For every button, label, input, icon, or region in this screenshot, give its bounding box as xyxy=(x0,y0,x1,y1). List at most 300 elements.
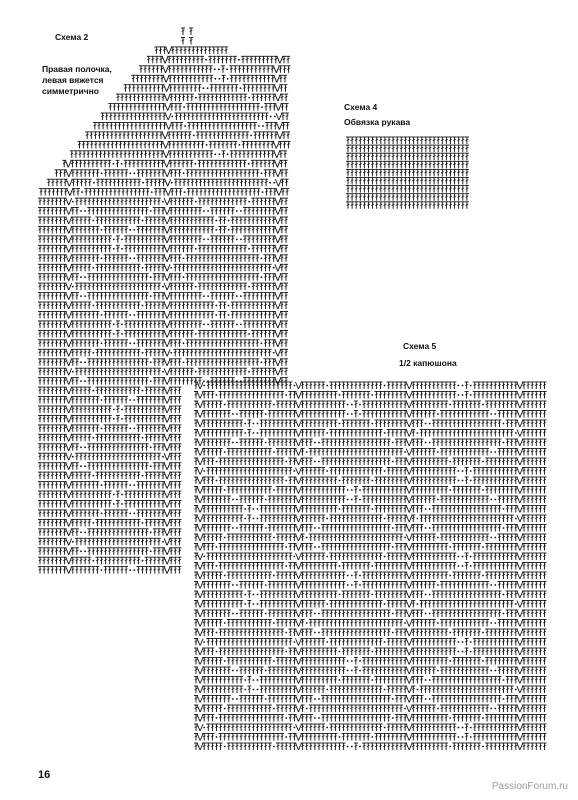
stitch-symbol xyxy=(147,56,151,63)
stitch-symbol xyxy=(270,56,274,63)
stitch-symbol xyxy=(205,75,209,82)
stitch-symbol xyxy=(219,104,223,111)
stitch-symbol xyxy=(124,160,128,167)
stitch-symbol xyxy=(192,66,196,73)
chain-symbol xyxy=(238,59,240,61)
stitch-symbol xyxy=(144,85,148,92)
stitch-symbol xyxy=(246,75,250,82)
stitch-symbol xyxy=(216,132,220,139)
stitch-symbol xyxy=(114,141,118,148)
v-stitch-symbol xyxy=(162,56,168,63)
stitch-symbol xyxy=(191,123,195,130)
stitch-symbol xyxy=(126,123,130,130)
v-stitch-symbol xyxy=(65,160,71,167)
stitch-symbol xyxy=(240,104,244,111)
stitch-symbol xyxy=(256,104,260,111)
stitch-symbol xyxy=(180,56,184,63)
v-stitch-symbol xyxy=(275,104,281,111)
stitch-symbol xyxy=(157,94,161,101)
stitch-symbol xyxy=(221,66,225,73)
schema2-title: Схема 2 xyxy=(55,32,88,43)
stitch-symbol xyxy=(147,66,151,73)
stitch-symbol xyxy=(181,151,185,158)
stitch-symbol xyxy=(260,94,264,101)
stitch-symbol xyxy=(193,151,197,158)
stitch-symbol xyxy=(108,104,112,111)
stitch-symbol xyxy=(152,151,156,158)
stitch-symbol xyxy=(245,56,249,63)
stitch-symbol xyxy=(196,66,200,73)
stitch-symbol xyxy=(255,160,259,167)
stitch-symbol xyxy=(203,104,207,111)
v-stitch-symbol xyxy=(166,123,172,130)
chain-symbol xyxy=(258,125,260,127)
stitch-symbol xyxy=(94,141,98,148)
stitch-symbol xyxy=(133,104,137,111)
stitch-symbol xyxy=(284,85,288,92)
stitch-symbol xyxy=(249,56,253,63)
stitch-symbol xyxy=(286,56,290,63)
stitch-symbol xyxy=(267,75,271,82)
stitch-symbol xyxy=(200,56,204,63)
stitch-symbol xyxy=(129,104,133,111)
stitch-symbol xyxy=(222,151,226,158)
stitch-symbol xyxy=(224,47,228,54)
stitch-symbol xyxy=(246,151,250,158)
stitch-symbol xyxy=(143,141,147,148)
stitch-symbol xyxy=(114,132,118,139)
stitch-symbol xyxy=(286,132,290,139)
stitch-symbol xyxy=(139,132,143,139)
stitch-symbol xyxy=(195,123,199,130)
stitch-symbol xyxy=(187,47,191,54)
stitch-symbol xyxy=(178,104,182,111)
stitch-symbol xyxy=(229,132,233,139)
stitch-symbol xyxy=(131,75,135,82)
v-stitch-symbol xyxy=(277,132,283,139)
stitch-symbol xyxy=(149,94,153,101)
chain-symbol xyxy=(171,116,173,118)
stitch-symbol xyxy=(102,132,106,139)
stitch-symbol xyxy=(220,123,224,130)
stitch-symbol xyxy=(193,85,197,92)
chain-symbol xyxy=(248,97,250,99)
stitch-symbol xyxy=(207,104,211,111)
stitch-symbol xyxy=(230,160,234,167)
stitch-symbol xyxy=(218,160,222,167)
stitch-symbol xyxy=(243,85,247,92)
stitch-symbol xyxy=(285,104,289,111)
stitch-symbol xyxy=(99,151,103,158)
stitch-symbol xyxy=(191,113,195,120)
stitch-symbol xyxy=(94,151,98,158)
stitch-symbol xyxy=(144,160,148,167)
v-stitch-symbol xyxy=(162,132,168,139)
stitch-symbol xyxy=(242,66,246,73)
v-stitch-symbol xyxy=(274,160,280,167)
stitch-symbol xyxy=(242,75,246,82)
schema2-caption-line1: Правая полочка, xyxy=(42,64,112,75)
stitch-symbol xyxy=(187,113,191,120)
stitch-symbol xyxy=(267,85,271,92)
stitch-symbol xyxy=(190,104,194,111)
v-stitch-symbol xyxy=(164,85,170,92)
stitch-symbol xyxy=(261,113,265,120)
stitch-symbol xyxy=(229,56,233,63)
stitch-symbol xyxy=(155,141,159,148)
stitch-symbol xyxy=(75,170,79,177)
stitch-symbol xyxy=(98,141,102,148)
stitch-symbol xyxy=(150,113,154,120)
stitch-symbol xyxy=(200,47,204,54)
stitch-symbol xyxy=(172,75,176,82)
stitch-symbol xyxy=(266,56,270,63)
stitch-symbol xyxy=(283,66,287,73)
stitch-symbol xyxy=(222,75,226,82)
stitch-symbol xyxy=(137,94,141,101)
stitch-symbol xyxy=(79,160,83,167)
stitch-symbol xyxy=(97,123,101,130)
stitch-symbol xyxy=(270,132,274,139)
stitch-symbol xyxy=(283,141,287,148)
v-stitch-symbol xyxy=(166,47,172,54)
stitch-symbol xyxy=(246,66,250,73)
stitch-symbol xyxy=(191,47,195,54)
stitch-symbol xyxy=(188,141,192,148)
stitch-symbol xyxy=(230,151,234,158)
v-stitch-symbol xyxy=(273,66,279,73)
stitch-symbol xyxy=(151,66,155,73)
v-stitch-symbol xyxy=(274,151,280,158)
stitch-symbol xyxy=(125,113,129,120)
stitch-symbol xyxy=(135,151,139,158)
stitch-symbol xyxy=(173,160,177,167)
stitch-symbol xyxy=(130,123,134,130)
stitch-symbol xyxy=(133,113,137,120)
chain-symbol xyxy=(214,68,216,70)
stitch-symbol xyxy=(199,113,203,120)
v-stitch-symbol xyxy=(274,85,280,92)
v-stitch-symbol xyxy=(165,113,171,120)
stitch-symbol xyxy=(269,123,273,130)
stitch-symbol xyxy=(266,132,270,139)
stitch-symbol xyxy=(123,151,127,158)
v-stitch-symbol xyxy=(276,123,282,130)
stitch-symbol xyxy=(174,104,178,111)
chain-symbol xyxy=(219,153,221,155)
stitch-symbol xyxy=(244,113,248,120)
stitch-symbol xyxy=(195,47,199,54)
chain-symbol xyxy=(203,87,205,89)
stitch-symbol xyxy=(126,132,130,139)
stitch-symbol xyxy=(132,160,136,167)
stitch-symbol xyxy=(195,113,199,120)
stitch-symbol xyxy=(113,123,117,130)
stitch-symbol xyxy=(229,141,233,148)
stitch-symbol xyxy=(90,141,94,148)
stitch-symbol xyxy=(225,132,229,139)
stitch-symbol xyxy=(180,66,184,73)
stitch-symbol xyxy=(179,47,183,54)
stitch-symbol xyxy=(139,141,143,148)
stitch-symbol xyxy=(284,160,288,167)
stitch-symbol xyxy=(173,94,177,101)
stitch-symbol xyxy=(214,85,218,92)
stitch-symbol xyxy=(268,94,272,101)
stitch-symbol xyxy=(189,151,193,158)
stitch-symbol xyxy=(208,132,212,139)
stitch-symbol xyxy=(138,113,142,120)
stitch-symbol xyxy=(259,85,263,92)
stitch-symbol xyxy=(235,94,239,101)
chain-symbol xyxy=(250,135,252,137)
stitch-symbol xyxy=(124,85,128,92)
chain-symbol xyxy=(195,97,197,99)
stitch-symbol xyxy=(262,132,266,139)
stitch-symbol xyxy=(222,85,226,92)
stitch-symbol xyxy=(203,113,207,120)
stitch-symbol xyxy=(209,75,213,82)
stitch-symbol xyxy=(221,56,225,63)
stitch-symbol xyxy=(251,85,255,92)
chain-symbol xyxy=(274,116,276,118)
stitch-symbol xyxy=(211,104,215,111)
stitch-symbol xyxy=(256,113,260,120)
stitch-symbol xyxy=(134,123,138,130)
stitch-symbol xyxy=(127,151,131,158)
stitch-symbol xyxy=(204,47,208,54)
stitch-symbol xyxy=(240,113,244,120)
stitch-symbol xyxy=(284,94,288,101)
stitch-symbol xyxy=(200,123,204,130)
stitch-symbol xyxy=(206,160,210,167)
stitch-symbol xyxy=(110,141,114,148)
stitch-symbol xyxy=(253,56,257,63)
stitch-symbol xyxy=(106,141,110,148)
stitch-symbol xyxy=(225,141,229,148)
stitch-symbol xyxy=(184,66,188,73)
stitch-symbol xyxy=(132,85,136,92)
v-stitch-symbol xyxy=(164,160,170,167)
stitch-symbol xyxy=(220,47,224,54)
stitch-symbol xyxy=(179,113,183,120)
stitch-symbol xyxy=(243,160,247,167)
stitch-symbol xyxy=(184,141,188,148)
stitch-symbol xyxy=(118,123,122,130)
stitch-symbol xyxy=(266,141,270,148)
stitch-symbol xyxy=(238,151,242,158)
stitch-symbol xyxy=(190,94,194,101)
stitch-symbol xyxy=(121,104,125,111)
stitch-symbol xyxy=(283,75,287,82)
stitch-symbol xyxy=(201,75,205,82)
stitch-symbol xyxy=(201,141,205,148)
stitch-symbol xyxy=(156,75,160,82)
stitch-symbol xyxy=(188,132,192,139)
schema2-chart xyxy=(38,28,291,574)
stitch-symbol xyxy=(235,104,239,111)
stitch-symbol xyxy=(142,123,146,130)
stitch-symbol xyxy=(122,123,126,130)
stitch-symbol xyxy=(205,151,209,158)
stitch-symbol xyxy=(89,132,93,139)
stitch-symbol xyxy=(156,85,160,92)
stitch-symbol xyxy=(153,94,157,101)
stitch-symbol xyxy=(251,94,255,101)
stitch-symbol xyxy=(224,123,228,130)
stitch-symbol xyxy=(183,113,187,120)
stitch-symbol xyxy=(215,113,219,120)
stitch-symbol xyxy=(283,151,287,158)
stitch-symbol xyxy=(237,66,241,73)
v-stitch-symbol xyxy=(274,75,280,82)
chain-symbol xyxy=(226,68,228,70)
stitch-symbol xyxy=(264,94,268,101)
stitch-symbol xyxy=(83,170,87,177)
stitch-symbol xyxy=(209,66,213,73)
stitch-symbol xyxy=(210,85,214,92)
chain-symbol xyxy=(121,163,123,165)
stitch-symbol xyxy=(103,151,107,158)
stitch-symbol xyxy=(248,113,252,120)
stitch-symbol xyxy=(197,75,201,82)
chain-symbol xyxy=(240,87,242,89)
schema2-caption-line3: симметрично xyxy=(42,86,99,97)
stitch-symbol xyxy=(171,56,175,63)
stitch-symbol xyxy=(118,132,122,139)
stitch-symbol xyxy=(228,123,232,130)
stitch-symbol xyxy=(253,132,257,139)
stitch-symbol xyxy=(128,160,132,167)
stitch-symbol xyxy=(188,66,192,73)
stitch-symbol xyxy=(210,160,214,167)
stitch-symbol xyxy=(137,104,141,111)
stitch-symbol xyxy=(140,160,144,167)
stitch-symbol xyxy=(219,94,223,101)
page-number: 16 xyxy=(38,769,50,781)
stitch-symbol xyxy=(228,113,232,120)
stitch-symbol xyxy=(93,123,97,130)
stitch-symbol xyxy=(154,113,158,120)
stitch-symbol xyxy=(116,160,120,167)
stitch-symbol xyxy=(59,170,63,177)
chain-symbol xyxy=(248,163,250,165)
stitch-symbol xyxy=(155,132,159,139)
stitch-symbol xyxy=(172,151,176,158)
stitch-symbol xyxy=(285,113,289,120)
stitch-symbol xyxy=(245,123,249,130)
stitch-symbol xyxy=(116,94,120,101)
stitch-symbol xyxy=(217,141,221,148)
stitch-symbol xyxy=(230,85,234,92)
stitch-symbol xyxy=(234,85,238,92)
stitch-symbol xyxy=(200,132,204,139)
stitch-symbol xyxy=(148,85,152,92)
stitch-symbol xyxy=(236,113,240,120)
stitch-symbol xyxy=(265,113,269,120)
stitch-symbol xyxy=(86,151,90,158)
stitch-symbol xyxy=(141,104,145,111)
stitch-symbol xyxy=(178,94,182,101)
stitch-symbol xyxy=(179,123,183,130)
stitch-symbol xyxy=(220,113,224,120)
stitch-symbol xyxy=(135,141,139,148)
stitch-symbol xyxy=(158,104,162,111)
chain-symbol xyxy=(195,163,197,165)
stitch-symbol xyxy=(145,94,149,101)
stitch-symbol xyxy=(124,94,128,101)
chain-symbol xyxy=(184,125,186,127)
stitch-symbol xyxy=(111,151,115,158)
stitch-symbol xyxy=(229,66,233,73)
stitch-symbol xyxy=(234,151,238,158)
stitch-symbol xyxy=(223,104,227,111)
v-stitch-symbol xyxy=(163,151,169,158)
stitch-symbol xyxy=(152,85,156,92)
v-stitch-symbol xyxy=(164,94,170,101)
stitch-symbol xyxy=(175,123,179,130)
stitch-symbol xyxy=(107,151,111,158)
stitch-symbol xyxy=(79,170,83,177)
stitch-symbol xyxy=(210,94,214,101)
stitch-symbol xyxy=(151,132,155,139)
stitch-symbol xyxy=(185,151,189,158)
stitch-symbol xyxy=(146,123,150,130)
stitch-symbol xyxy=(265,123,269,130)
stitch-symbol xyxy=(78,151,82,158)
stitch-symbol xyxy=(189,85,193,92)
stitch-symbol xyxy=(181,85,185,92)
stitch-symbol xyxy=(233,141,237,148)
stitch-symbol xyxy=(70,151,74,158)
stitch-symbol xyxy=(140,151,144,158)
stitch-symbol xyxy=(128,85,132,92)
stitch-symbol xyxy=(246,141,250,148)
stitch-symbol xyxy=(157,160,161,167)
stitch-symbol xyxy=(115,151,119,158)
stitch-symbol xyxy=(147,132,151,139)
stitch-symbol xyxy=(252,113,256,120)
stitch-symbol xyxy=(143,66,147,73)
stitch-symbol xyxy=(186,94,190,101)
stitch-symbol xyxy=(176,75,180,82)
stitch-symbol xyxy=(83,160,87,167)
stitch-symbol xyxy=(267,160,271,167)
stitch-symbol xyxy=(186,104,190,111)
stitch-symbol xyxy=(117,104,121,111)
stitch-symbol xyxy=(175,132,179,139)
stitch-symbol xyxy=(250,66,254,73)
stitch-symbol xyxy=(110,132,114,139)
stitch-symbol xyxy=(74,151,78,158)
stitch-symbol xyxy=(253,123,257,130)
stitch-symbol xyxy=(150,123,154,130)
stitch-symbol xyxy=(103,160,107,167)
stitch-symbol xyxy=(205,66,209,73)
chain-symbol xyxy=(183,106,185,108)
stitch-symbol xyxy=(255,85,259,92)
stitch-symbol xyxy=(231,94,235,101)
stitch-symbol xyxy=(176,66,180,73)
stitch-symbol xyxy=(286,123,290,130)
stitch-symbol xyxy=(142,113,146,120)
stitch-symbol xyxy=(189,28,193,35)
stitch-symbol xyxy=(105,123,109,130)
stitch-symbol xyxy=(197,151,201,158)
stitch-symbol xyxy=(185,85,189,92)
stitch-symbol xyxy=(206,94,210,101)
stitch-symbol xyxy=(259,160,263,167)
